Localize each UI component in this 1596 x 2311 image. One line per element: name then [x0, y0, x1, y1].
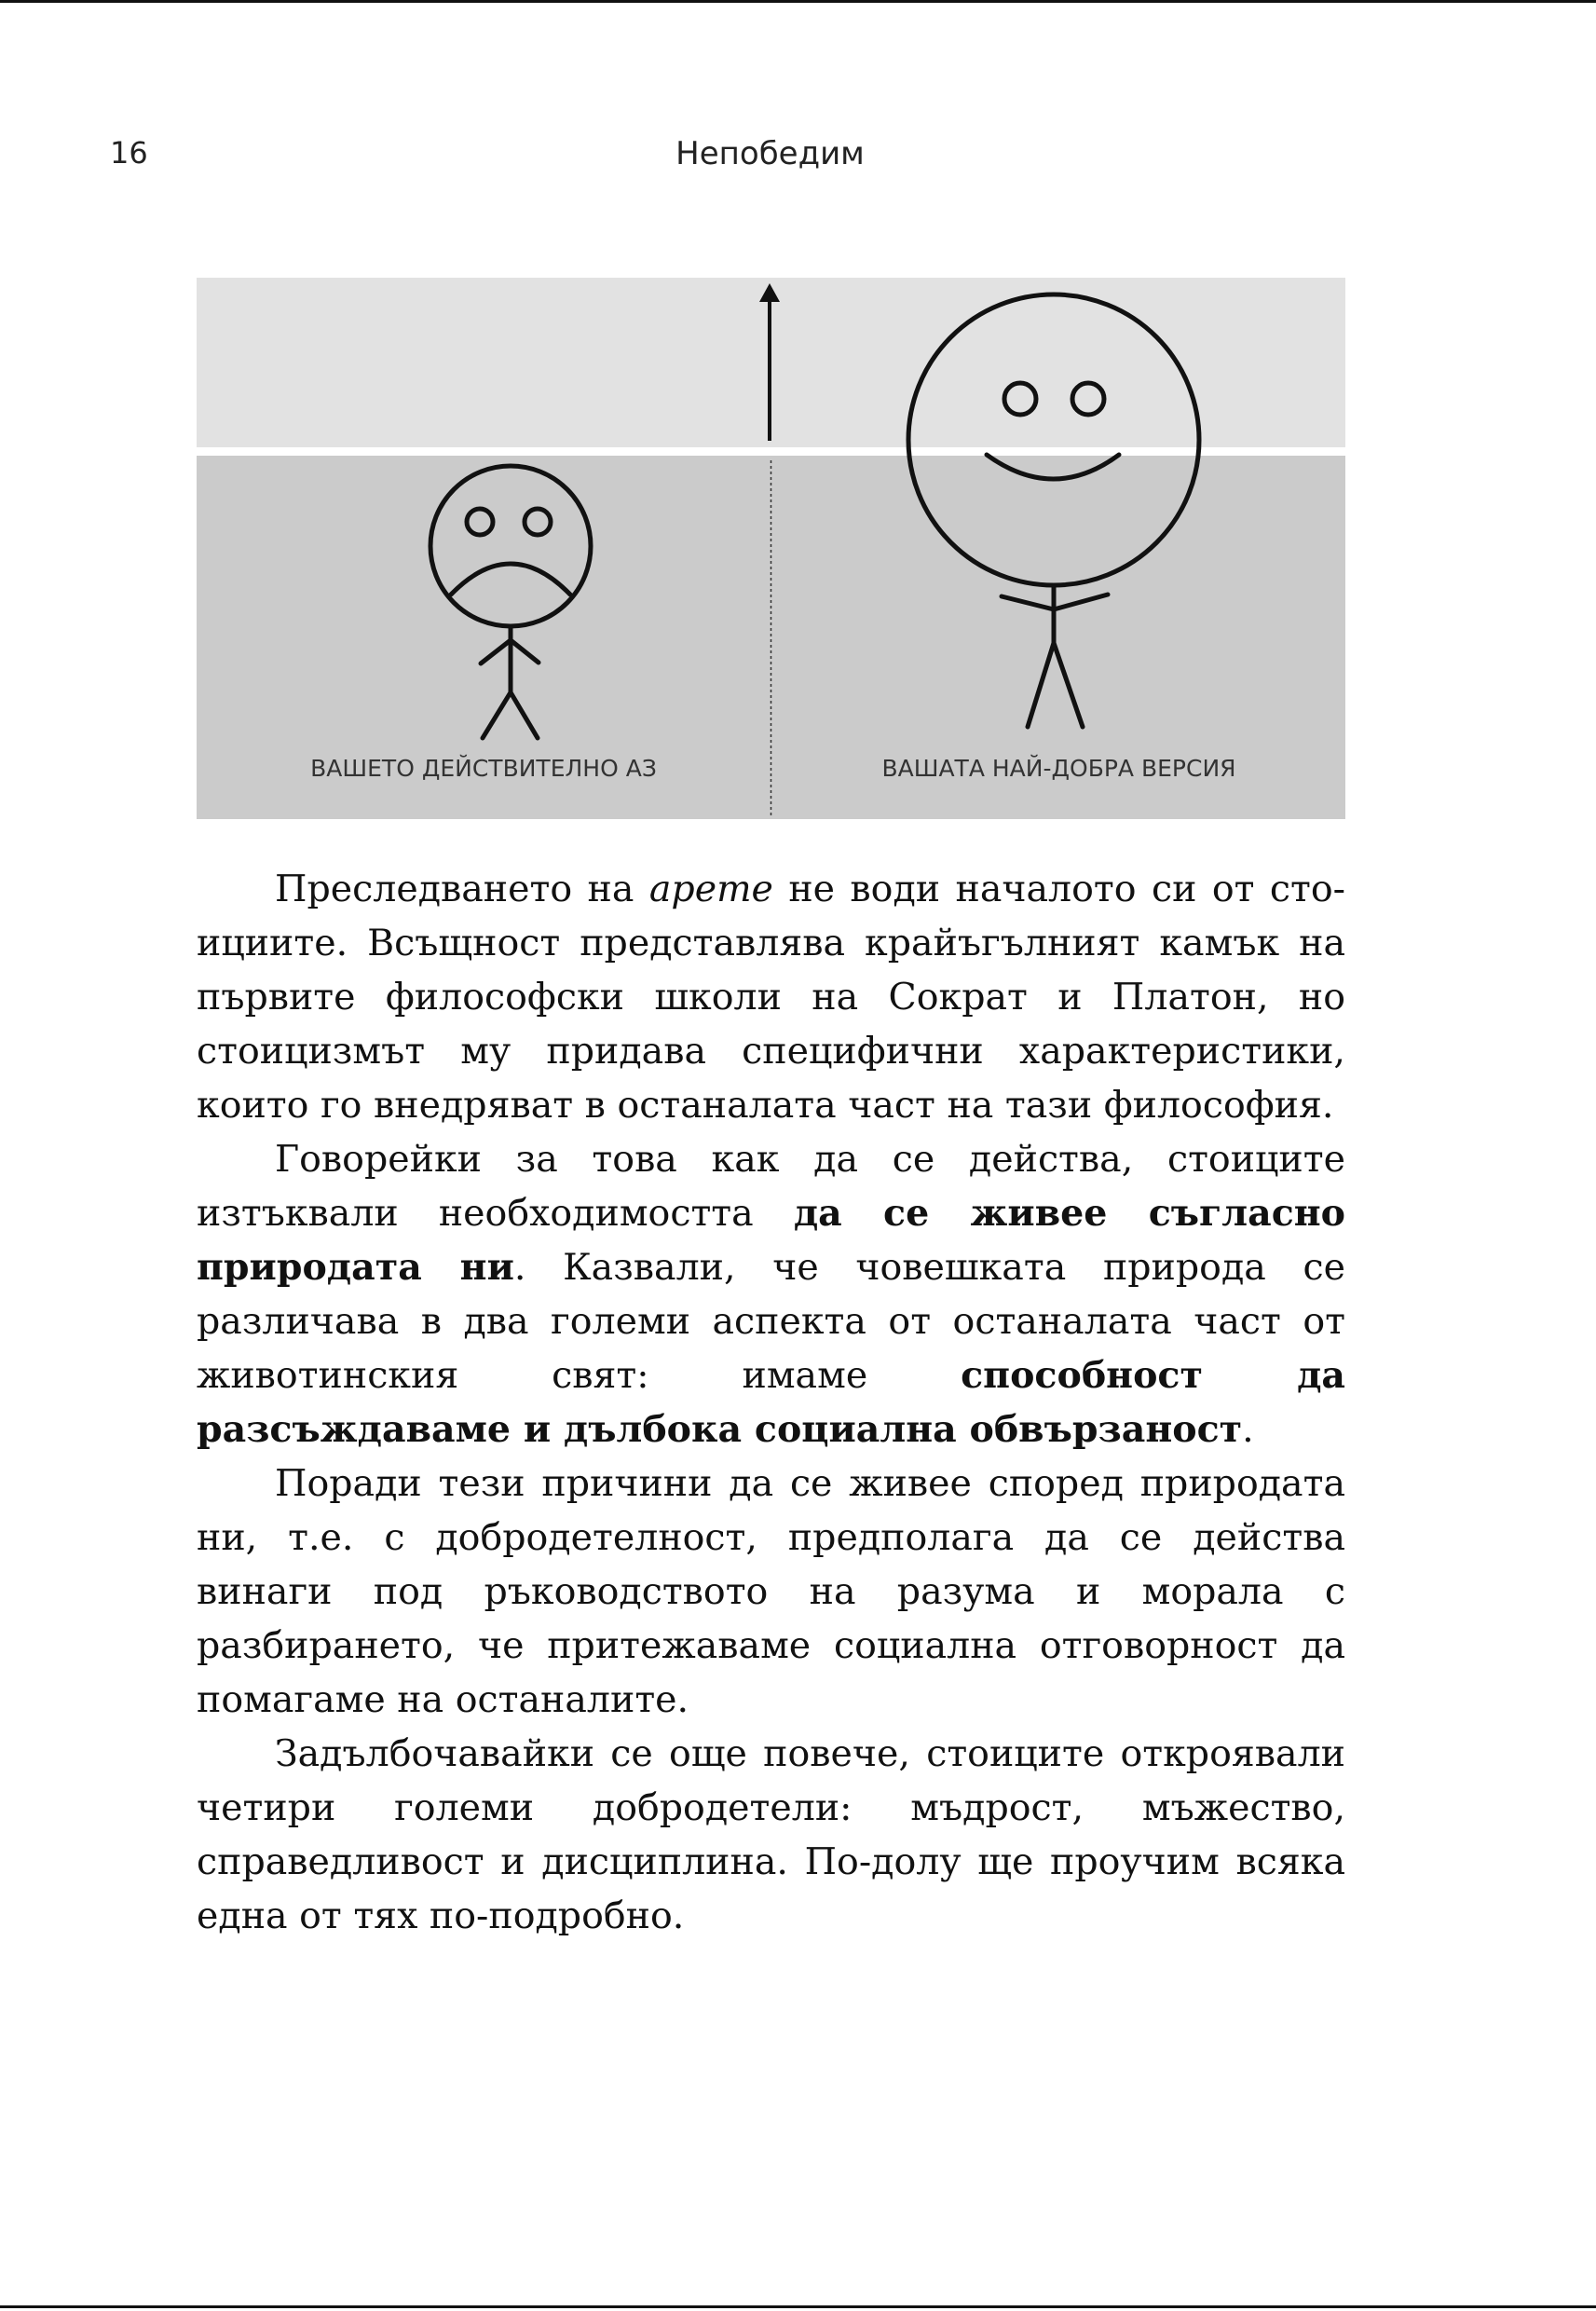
paragraph-2-bold-a: да се живее съгласно природата ни	[197, 1192, 1346, 1289]
figure-canvas	[197, 278, 1345, 819]
running-title: Непобедим	[675, 135, 865, 172]
paragraph-1-text-b: не води началото си от стоициите. Всъщност представлява крайъгълният камък на първите философски школи на Сократ и Платон, но стоицизмът му придава специфични характеристики, които го внедряват в останалата част на тази философия.	[197, 868, 1346, 1127]
figure-illustration	[197, 278, 1345, 819]
figure-label-best-version: ВАШАТА НАЙ-ДОБРА ВЕРСИЯ	[881, 755, 1236, 782]
figure-label-actual-self: ВАШЕТО ДЕЙСТВИТЕЛНО АЗ	[310, 755, 657, 782]
figure-band-separator	[197, 447, 1345, 456]
paragraph-1	[197, 862, 1345, 1132]
paragraph-2-text-a: Говорейки за това как да се действа, стоиците изтъквали необходимостта	[197, 1138, 1345, 1235]
paragraph-2-bold-b: способност да разсъждаваме и дълбока социална обвързаност	[197, 1354, 1345, 1451]
paragraph-2	[197, 1132, 1345, 1456]
paragraph-1-text-a: Преследването на	[275, 868, 649, 910]
paragraph-3: Поради тези причини да се живее според природата ни, т.е. с добродетелност, предполага да се действа винаги под ръководството на разума и морала с разбирането, че притежаваме социална отговорност да помагаме на останалите.	[197, 1462, 1345, 1721]
paragraph-4: Задълбочавайки се още повече, стоиците откроявали четири големи добродетели: мъдрост, мъжество, справедливост и дисциплина. По-долу ще проучим всяка една от тях по-подробно.	[197, 1732, 1345, 1937]
page-bottom-rule	[0, 2305, 1596, 2308]
paragraph-2-text-b: . Казвали, че човешката природа се различава в два големи аспекта от останалата част от животинския свят: имаме	[197, 1246, 1345, 1397]
paragraph-2-text-c: .	[1242, 1408, 1254, 1451]
paragraph-1-emphasis-arete: арете	[648, 868, 773, 910]
page-top-rule	[0, 0, 1596, 3]
page-number: 16	[110, 135, 148, 171]
body-text	[197, 862, 1345, 1943]
